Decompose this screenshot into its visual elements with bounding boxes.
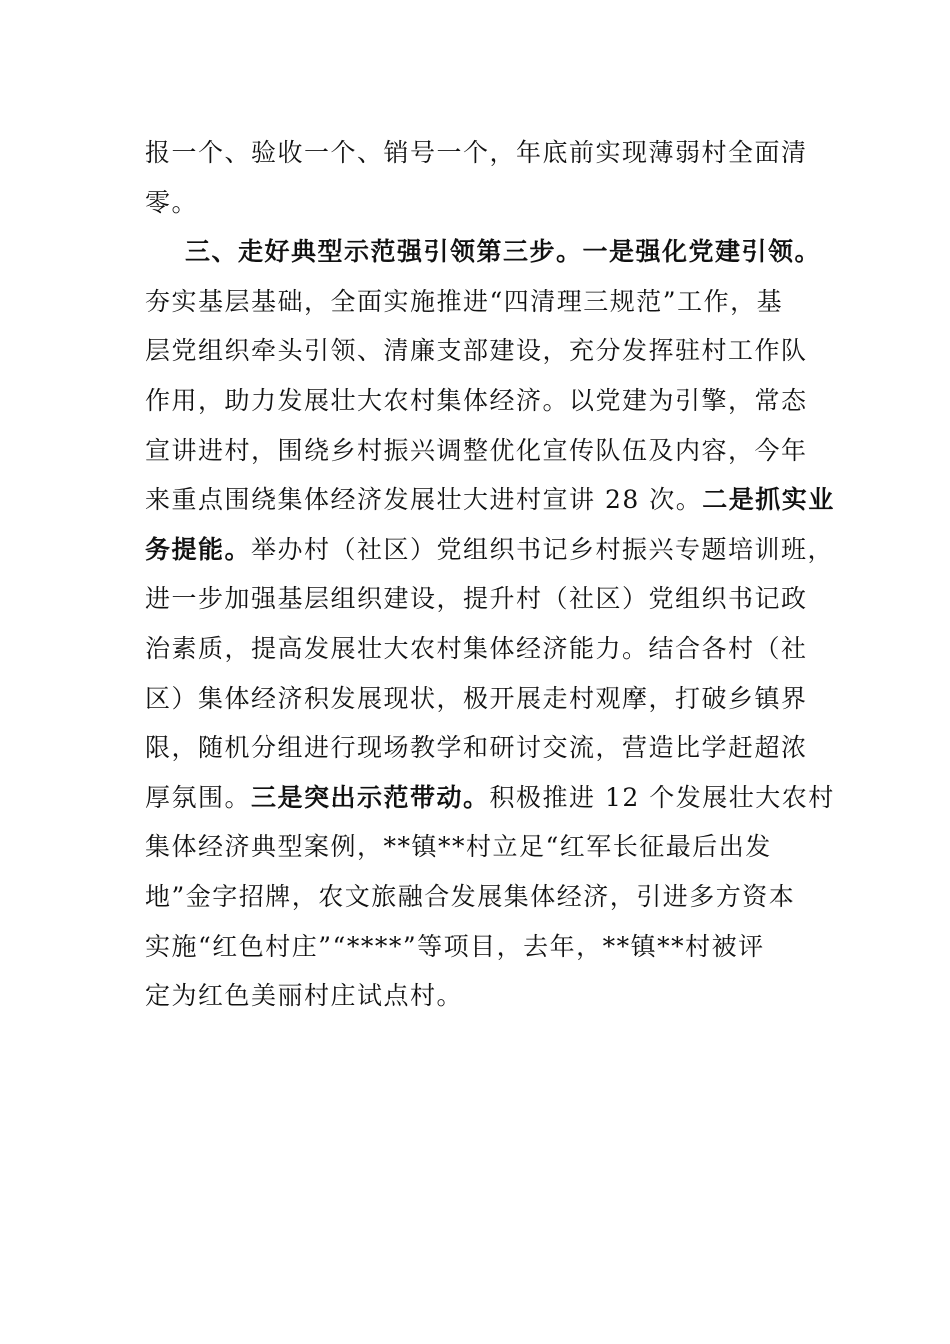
body-text-segment: 厚氛围。	[145, 782, 252, 812]
bold-heading-text: 务提能。	[145, 534, 252, 564]
body-text-segment: 定为红色美丽村庄试点村。	[145, 981, 464, 1011]
body-text-segment: 零。	[145, 187, 199, 217]
text-line	[145, 227, 822, 277]
body-text-segment: 宣讲进村，围绕乡村振兴调整优化宣传队伍及内容，今年	[145, 435, 808, 465]
body-text-segment: 集体经济典型案例，**镇**村立足“红军长征最后出发	[145, 832, 772, 862]
text-line	[145, 971, 805, 1021]
text-line	[145, 178, 805, 228]
text-line	[145, 773, 835, 823]
text-line	[145, 872, 805, 922]
text-line	[145, 128, 808, 178]
body-text-segment: 来重点围绕集体经济发展壮大进村宣讲 28 次。	[145, 485, 703, 515]
body-text-segment: 举办村（社区）党组织书记乡村振兴专题培训班，	[251, 534, 835, 564]
text-line	[145, 475, 835, 525]
body-text-segment: 报一个、验收一个、销号一个，年底前实现薄弱村全面清	[145, 138, 808, 167]
body-text-segment: 进一步加强基层组织建设，提升村（社区）党组织书记政	[145, 584, 808, 614]
body-text-segment: 实施“红色村庄”“****”等项目，去年，**镇**村被评	[145, 931, 765, 961]
text-line	[145, 822, 805, 872]
text-line	[145, 277, 805, 327]
body-text-segment: 层党组织牵头引领、清廉支部建设，充分发挥驻村工作队	[145, 336, 808, 366]
body-text-segment: 治素质，提高发展壮大农村集体经济能力。结合各村（社	[145, 633, 808, 663]
body-text-segment: 区）集体经济积发展现状，极开展走村观摩，打破乡镇界	[145, 683, 808, 713]
bold-heading-text: 三是突出示范带动。	[251, 782, 490, 812]
text-line	[145, 525, 835, 575]
text-line	[145, 326, 808, 376]
bold-heading-text: 三、走好典型示范强引领第三步。一是强化党建引领。	[185, 237, 822, 267]
body-text-segment: 作用，助力发展壮大农村集体经济。以党建为引擎，常态	[145, 385, 808, 415]
body-text-segment: 限，随机分组进行现场教学和研讨交流，营造比学赶超浓	[145, 733, 808, 763]
text-line	[145, 376, 808, 426]
text-line	[145, 624, 808, 674]
text-line	[145, 922, 805, 972]
bold-heading-text: 二是抓实业	[702, 485, 835, 515]
body-text-segment: 积极推进 12 个发展壮大农村	[489, 782, 835, 812]
body-text-segment: 夯实基层基础，全面实施推进“四清理三规范”工作，基	[145, 286, 784, 316]
text-line	[145, 723, 808, 773]
body-text-segment: 地”金字招牌，农文旅融合发展集体经济，引进多方资本	[145, 881, 796, 911]
text-line	[145, 574, 808, 624]
text-line	[145, 674, 808, 724]
text-line	[145, 426, 808, 476]
body-text	[145, 128, 835, 1021]
